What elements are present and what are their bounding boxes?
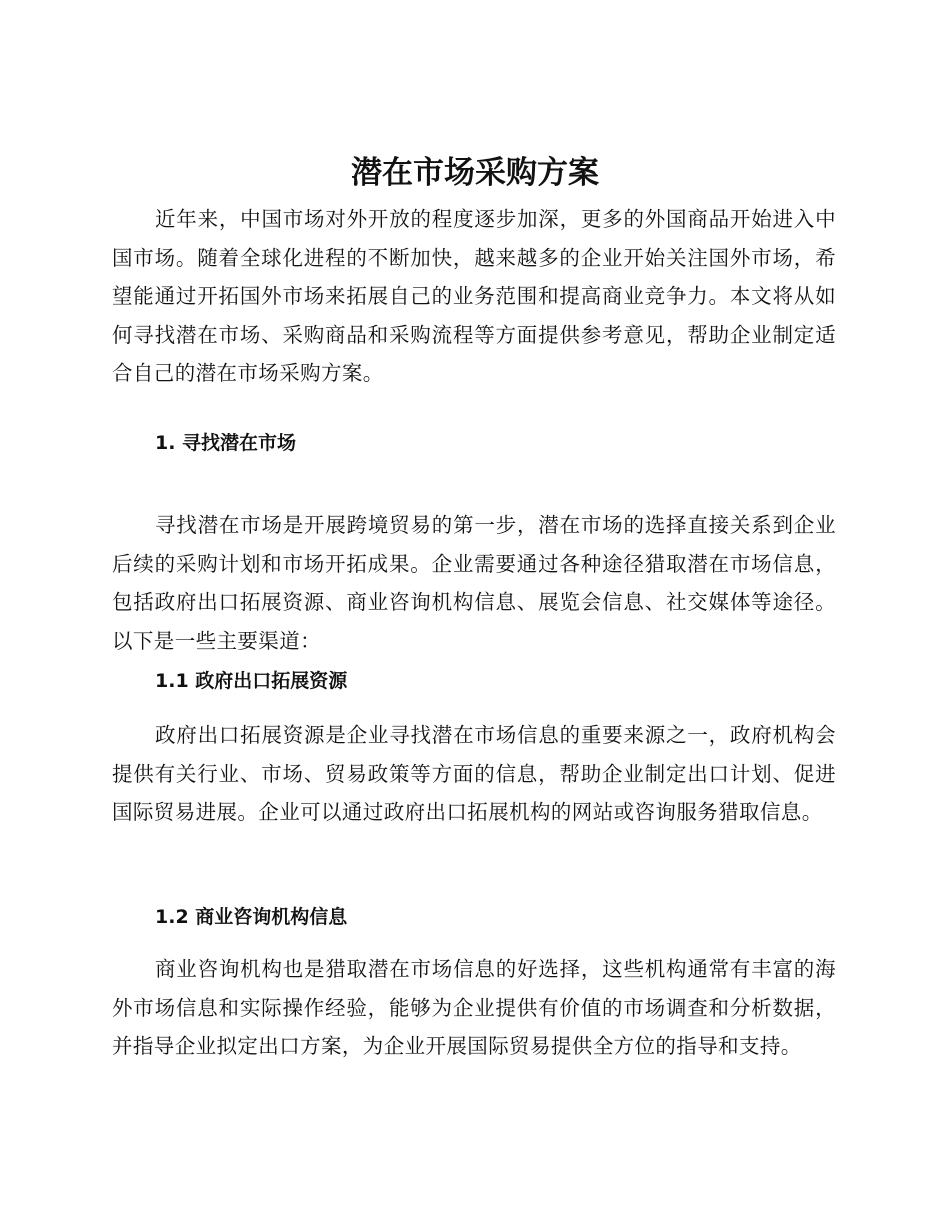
- intro-paragraph: 近年来，中国市场对外开放的程度逐步加深，更多的外国商品开始进入中国市场。随着全球化进程的不断加快，越来越多的企业开始关注国外市场，希望能通过开拓国外市场来拓展自己的业务范围和提高商业竞争力。本文将从如何寻找潜在市场、采购商品和采购流程等方面提供参考意见，帮助企业制定适合自己的潜在市场采购方案。: [112, 207, 836, 385]
- section-heading-1: 1. 寻找潜在市场: [155, 432, 297, 454]
- document-title: 潜在市场采购方案: [351, 155, 599, 191]
- section-body-1-1: 政府出口拓展资源是企业寻找潜在市场信息的重要来源之一，政府机构会提供有关行业、市场、贸易政策等方面的信息，帮助企业制定出口计划、促进国际贸易进展。企业可以通过政府出口拓展机构的网站或咨询服务猎取信息。: [112, 723, 836, 824]
- section-heading-1-2: 1.2 商业咨询机构信息: [155, 906, 348, 928]
- section-body-1: 寻找潜在市场是开展跨境贸易的第一步，潜在市场的选择直接关系到企业后续的采购计划和市场开拓成果。企业需要通过各种途径猎取潜在市场信息，包括政府出口拓展资源、商业咨询机构信息、展览会信息、社交媒体等途径。以下是一些主要渠道：: [112, 513, 836, 653]
- section-heading-1-1: 1.1 政府出口拓展资源: [155, 670, 348, 692]
- section-body-1-2: 商业咨询机构也是猎取潜在市场信息的好选择，这些机构通常有丰富的海外市场信息和实际操作经验，能够为企业提供有价值的市场调查和分析数据，并指导企业拟定出口方案，为企业开展国际贸易提供全方位的指导和支持。: [112, 957, 836, 1058]
